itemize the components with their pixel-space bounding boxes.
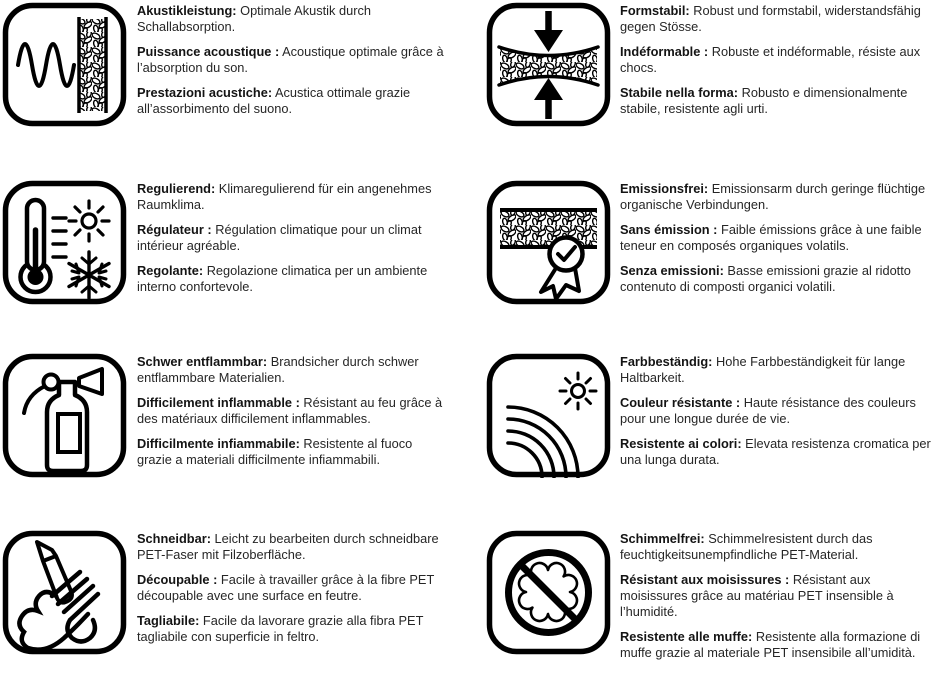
feature-paragraph-fr: [620, 572, 934, 620]
feature-label: Schwer entflammbar:: [137, 354, 268, 369]
feature-description: Résistant aux moisissures grâce au matériau PET insensible à l’humidité.: [620, 572, 894, 619]
feature-label: Schneidbar:: [137, 531, 211, 546]
feature-description: Régulation climatique pour un climat intérieur agréable.: [137, 222, 422, 253]
hand-cutter-icon: [2, 530, 127, 655]
feature-card-cuttable: [0, 528, 468, 680]
feature-description: Optimale Akustik durch Schallabsorption.: [137, 3, 371, 34]
feature-label: Stabile nella forma:: [620, 85, 739, 100]
sound-absorption-icon: [2, 2, 127, 127]
feature-label: Formstabil:: [620, 3, 690, 18]
feature-label: Difficilement inflammable :: [137, 395, 300, 410]
feature-paragraph-fr: [620, 395, 934, 427]
feature-description: Brandsicher durch schwer entflammbare Materialien.: [137, 354, 419, 385]
feature-paragraph-it: [620, 629, 934, 661]
feature-label: Résistant aux moisissures :: [620, 572, 790, 587]
feature-description: Acustica ottimale grazie all’assorbimento del suono.: [137, 85, 411, 116]
feature-paragraph-de: [620, 531, 934, 563]
feature-description: Regolazione climatica per un ambiente interno confortevole.: [137, 263, 428, 294]
feature-card-flame-retardant: [0, 351, 468, 528]
feature-card-climate: [0, 178, 468, 351]
feature-paragraph-it: [137, 85, 447, 117]
feature-paragraph-de: [137, 354, 447, 386]
feature-description: Resistente alla formazione di muffe grazie al materiale PET insensibile all’umidità.: [620, 629, 921, 660]
feature-paragraph-de: [620, 181, 934, 213]
feature-label: Découpable :: [137, 572, 218, 587]
fire-extinguisher-icon: [2, 353, 127, 478]
feature-paragraph-fr: [137, 44, 447, 76]
feature-label: Tagliabile:: [137, 613, 200, 628]
compression-resistance-icon: [486, 2, 611, 127]
feature-description: Facile da lavorare grazie alla fibra PET tagliabile con superficie in feltro.: [137, 613, 424, 644]
feature-paragraph-de: [620, 354, 934, 386]
feature-card-emissions: [468, 178, 936, 351]
feature-label: Sans émission :: [620, 222, 718, 237]
feature-label: Prestazioni acustiche:: [137, 85, 273, 100]
feature-paragraph-it: [137, 436, 447, 468]
feature-label: Indéformable :: [620, 44, 709, 59]
feature-text: [137, 353, 447, 477]
feature-card-mold-free: [468, 528, 936, 680]
feature-label: Akustikleistung:: [137, 3, 237, 18]
feature-label: Difficilmente infiammabile:: [137, 436, 300, 451]
feature-paragraph-it: [137, 613, 447, 645]
feature-label: Regolante:: [137, 263, 204, 278]
feature-paragraph-de: [137, 531, 447, 563]
feature-description: Hohe Farbbeständigkeit für lange Haltbarkeit.: [620, 354, 906, 385]
feature-label: Couleur résistante :: [620, 395, 741, 410]
feature-description: Robusto e dimensionalmente stabile, resistente agli urti.: [620, 85, 908, 116]
feature-text: [137, 530, 447, 654]
feature-description: Basse emissioni grazie al ridotto contenuto di composti organici volatili.: [620, 263, 911, 294]
feature-paragraph-it: [620, 263, 934, 295]
feature-text: [620, 530, 934, 670]
feature-label: Régulateur :: [137, 222, 212, 237]
feature-card-form-stability: [468, 0, 936, 178]
feature-description: Robuste et indéformable, résiste aux chocs.: [620, 44, 921, 75]
no-mold-icon: [486, 530, 611, 655]
feature-card-colorfast: [468, 351, 936, 528]
feature-label: Resistente alle muffe:: [620, 629, 753, 644]
feature-text: [137, 180, 447, 304]
feature-label: Regulierend:: [137, 181, 216, 196]
feature-description: Klimaregulierend für ein angenehmes Raumklima.: [137, 181, 432, 212]
feature-description: Schimmelresistent durch das feuchtigkeitsunempfindliche PET-Material.: [620, 531, 873, 562]
feature-paragraph-it: [620, 85, 934, 117]
low-emission-certificate-icon: [486, 180, 611, 305]
feature-card-acoustics: [0, 0, 468, 178]
feature-description: Robust und formstabil, widerstandsfähig gegen Stösse.: [620, 3, 921, 34]
feature-paragraph-de: [137, 3, 447, 35]
feature-paragraph-it: [137, 263, 447, 295]
feature-description: Acoustique optimale grâce à l’absorption du son.: [137, 44, 444, 75]
feature-paragraph-fr: [620, 44, 934, 76]
feature-text: [620, 353, 934, 477]
feature-description: Leicht zu bearbeiten durch schneidbare PET-Faser mit Filzoberfläche.: [137, 531, 439, 562]
feature-description: Resistente al fuoco grazie a materiali difficilmente infiammabili.: [137, 436, 413, 467]
feature-paragraph-fr: [620, 222, 934, 254]
feature-label: Schimmelfrei:: [620, 531, 705, 546]
feature-label: Puissance acoustique :: [137, 44, 280, 59]
feature-paragraph-de: [620, 3, 934, 35]
feature-description: Emissionsarm durch geringe flüchtige organische Verbindungen.: [620, 181, 926, 212]
feature-label: Senza emissioni:: [620, 263, 724, 278]
feature-paragraph-de: [137, 181, 447, 213]
feature-text: [620, 2, 934, 126]
feature-text: [137, 2, 447, 126]
feature-paragraph-fr: [137, 222, 447, 254]
feature-label: Resistente ai colori:: [620, 436, 742, 451]
feature-paragraph-fr: [137, 572, 447, 604]
feature-label: Emissionsfrei:: [620, 181, 709, 196]
feature-description: Haute résistance des couleurs pour une longue durée de vie.: [620, 395, 916, 426]
feature-text: [620, 180, 934, 304]
feature-label: Farbbeständig:: [620, 354, 713, 369]
colorfastness-icon: [486, 353, 611, 478]
feature-description: Elevata resistenza cromatica per una lunga durata.: [620, 436, 931, 467]
feature-description: Facile à travailler grâce à la fibre PET découpable avec une surface en feutre.: [137, 572, 435, 603]
feature-description: Faible émissions grâce à une faible teneur en composés organiques volatils.: [620, 222, 922, 253]
feature-description: Résistant au feu grâce à des matériaux difficilement inflammables.: [137, 395, 443, 426]
feature-paragraph-fr: [137, 395, 447, 427]
climate-regulation-icon: [2, 180, 127, 305]
feature-paragraph-it: [620, 436, 934, 468]
